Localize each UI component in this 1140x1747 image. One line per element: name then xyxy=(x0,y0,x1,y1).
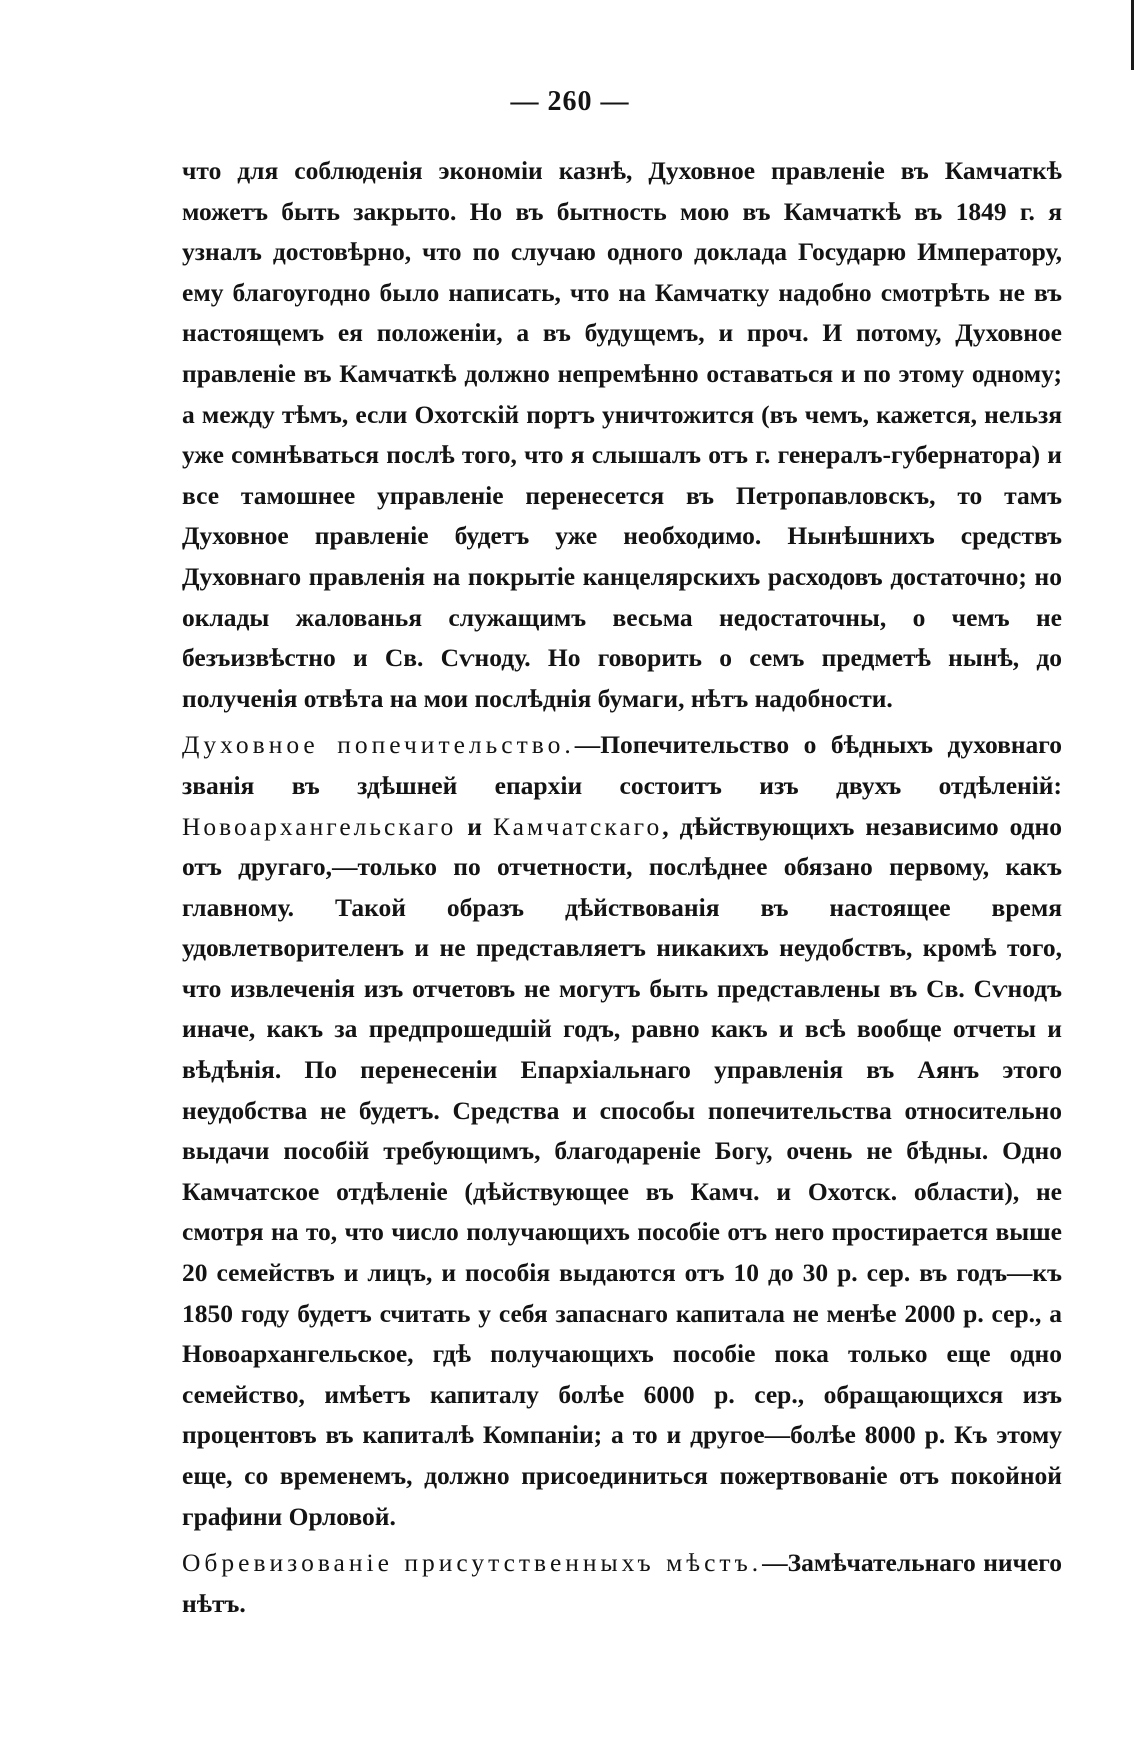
paragraph-text: и xyxy=(456,811,493,841)
section-heading: Духовное попечительство. xyxy=(182,730,575,760)
paragraph-text: что для соблюденія экономіи казнѣ, Духовное правленіе въ Камчаткѣ можетъ быть закрыто. Но въ бытность мою въ Камчаткѣ въ 1849 г. я узналъ достовѣрно, что по случаю одного доклада Государю Императору, ему благоугодно было написать, что на Камчатку надобно смотрѣть не въ настоящемъ ея положеніи, а въ будущемъ, и проч. И потому, Духовное правленіе въ Камчаткѣ должно непремѣнно оставаться и по этому одному; а между тѣмъ, если Охотскій портъ уничтожится (въ чемъ, кажется, нельзя уже сомнѣваться послѣ того, что я слышалъ отъ г. генералъ-губернатора) и все тамошнее управленіе перенесется въ Петропавловскъ, то тамъ Духовное правленіе будетъ уже необходимо. Нынѣшнихъ средствъ Духовнаго правленія на покрытіе канцелярскихъ расходовъ достаточно; но оклады жалованья служащимъ весьма недостаточны, о чемъ не безъизвѣстно и Св. Сѵноду. Но говорить о семъ предметѣ нынѣ, до полученія отвѣта на мои послѣднія бумаги, нѣтъ надобности. xyxy=(182,156,1062,713)
page-edge-line xyxy=(1131,0,1134,70)
paragraph-text: —Замѣчательнаго ничего нѣтъ. xyxy=(182,1548,1062,1618)
emphasized-name: Камчатскаго xyxy=(492,811,663,841)
body-text xyxy=(182,151,1062,1624)
paragraph-text: —Попечительство о бѣдныхъ духовнаго званія въ здѣшней епархіи состоитъ изъ двухъ отдѣленій: xyxy=(182,730,1062,800)
paragraph-text: , дѣйствующихъ независимо одно отъ другаго,—только по отчетности, послѣднее обязано первому, какъ главному. Такой образъ дѣйствованія въ настоящее время удовлетворителенъ и не представляетъ никакихъ неудобствъ, кромѣ того, что извлеченія изъ отчетовъ не могутъ быть представлены въ Св. Сѵнодъ иначе, какъ за предпрошедшій годъ, равно какъ и всѣ вообще отчеты и вѣдѣнія. По перенесеніи Епархіальнаго управленія въ Аянъ этого неудобства не будетъ. Средства и способы попечительства относительно выдачи пособій требующимъ, благодареніе Богу, очень не бѣдны. Одно Камчатское отдѣленіе (дѣйствующее въ Камч. и Охотск. области), не смотря на то, что число получающихъ пособіе отъ него простирается выше 20 семействъ и лицъ, и пособія выдаются отъ 10 до 30 р. сер. въ годъ—къ 1850 году будетъ считать у себя запаснаго капитала не менѣе 2000 р. сер., а Новоархангельское, гдѣ получающихъ пособіе пока только еще одно семейство, имѣетъ капиталу болѣе 6000 р. сер., обращающихся изъ процентовъ въ капиталѣ Компаніи; а то и другое—болѣе 8000 р. Къ этому еще, со временемъ, должно присоединиться пожертвованіе отъ покойной графини Орловой. xyxy=(182,811,1062,1531)
paragraph-spiritual-guardianship xyxy=(182,725,1062,1537)
paragraph-continuation xyxy=(182,151,1062,719)
emphasized-name: Новоархангельскаго xyxy=(182,811,457,841)
paragraph-inspection xyxy=(182,1543,1062,1624)
section-heading: Обревизованіе присутственныхъ мѣстъ. xyxy=(182,1548,763,1578)
page-number: — 260 — xyxy=(510,86,630,117)
